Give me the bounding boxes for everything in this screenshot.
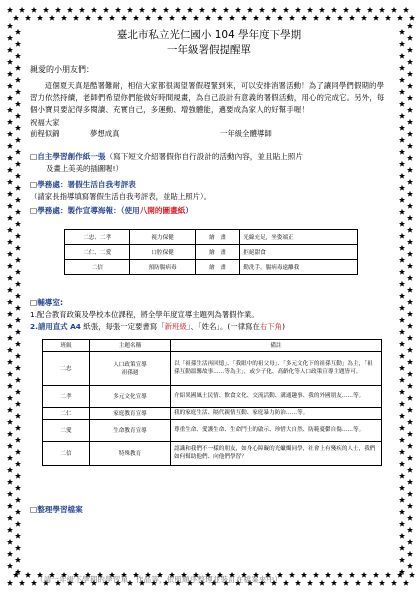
title-line-1: 臺北市私立光仁國小 104 學年度下學期 bbox=[116, 29, 302, 41]
table-row bbox=[43, 351, 382, 385]
closing-phrase-a: 前程似錦 bbox=[30, 128, 60, 138]
counseling-table bbox=[42, 339, 382, 466]
salutation: 親愛的小朋友們： bbox=[30, 65, 94, 74]
table-row bbox=[65, 229, 358, 244]
table-row bbox=[43, 441, 382, 465]
paper-size: 八開的圖畫紙 bbox=[139, 205, 186, 215]
class-cell: 二孝 bbox=[43, 385, 90, 407]
checkbox-icon: □ bbox=[30, 205, 38, 215]
topic-cell: 特殊教育 bbox=[90, 441, 171, 465]
type-cell: 繪 畫 bbox=[195, 229, 239, 244]
topic-cell: 視力保健 bbox=[130, 229, 195, 244]
signature: 一年級全體導師 bbox=[220, 128, 272, 138]
section-title: 輔導室: bbox=[37, 297, 64, 307]
closing-line-2 bbox=[30, 128, 388, 139]
section-desc: （請家長指導填寫署假生活自我考評表，並貼上照片）。 bbox=[30, 191, 212, 201]
type-cell: 繪 畫 bbox=[195, 244, 239, 259]
section-title-end: ） bbox=[185, 205, 193, 215]
checkbox-icon: □ bbox=[30, 297, 38, 307]
topic-cell: 多元文化宣導 bbox=[90, 385, 171, 407]
checkbox-icon: □ bbox=[30, 179, 38, 189]
note-cell: 認識和我們不一樣的朋友，如身心障礙的光蠟燭同學，社會上有殘疾的人士，我們如何幫助他們、向他們學習？ bbox=[171, 441, 382, 465]
table-row bbox=[43, 407, 382, 419]
class-cell: 二愛 bbox=[43, 419, 90, 441]
class-cell: 二信 bbox=[65, 259, 130, 274]
class-cell: 二仁 bbox=[43, 407, 90, 419]
class-cell: 二信 bbox=[43, 441, 90, 465]
closing-line-1: 祝福大家 bbox=[30, 117, 60, 127]
theme-cell: 拒絕甜食 bbox=[240, 244, 358, 259]
section-portfolio bbox=[30, 504, 388, 516]
header-note: 備註 bbox=[171, 339, 382, 351]
section-title: 學務處：署假生活自我考評表 bbox=[37, 179, 136, 189]
bottom-right-label: 右下角 bbox=[259, 321, 283, 331]
note-cell: 以「祖孫生活再回憶」、「我眼中的祖父母」、「多元文化下的祖孫互動」為主，「祖孫互動溫馨故事……等為主」，或少子化、高齡化等人口政策宣導主題皆可。 bbox=[171, 351, 382, 385]
topic-cell: 生命教育宣導 bbox=[90, 419, 171, 441]
section-poster bbox=[30, 205, 388, 217]
table-row bbox=[65, 259, 358, 274]
class-cell: 二仁、二愛 bbox=[65, 244, 130, 259]
section-self-learning bbox=[30, 151, 388, 175]
header-class: 班級 bbox=[43, 339, 90, 351]
topic-cell: 人口政策宣導 祖孫週 bbox=[90, 351, 171, 385]
topic-cell: 口腔保健 bbox=[130, 244, 195, 259]
portfolio-desc-cutoff: （請一年級下學期的學習單、作品等，依照順序整理並裝訂在檔案夾中） bbox=[36, 575, 283, 584]
section-title: 整理學習檔案 bbox=[37, 504, 83, 514]
closing-phrase-b: 夢想成真 bbox=[90, 128, 120, 138]
counseling-item-2: 2.請用直式 A4 紙張，每張一定要書寫「新班級」、「姓名」。(一律寫在右下角) bbox=[30, 321, 285, 331]
theme-cell: 光線充足，坐姿端正 bbox=[240, 229, 358, 244]
theme-cell: 勤洗手，腸病毒遠離我 bbox=[240, 259, 358, 274]
table-row bbox=[43, 419, 382, 441]
header-topic: 主題名稱 bbox=[90, 339, 171, 351]
section-title: 自主學習創作紙一張 bbox=[37, 151, 106, 161]
section-desc: （寫下短文介紹署假你自行設計的活動內容，並且貼上照片 bbox=[105, 151, 303, 161]
topic-cell: 家庭教育宣導 bbox=[90, 407, 171, 419]
note-cell: 尊重生命、愛護生命、生命鬥士的啟示、珍惜大自然、防範憂鬱自傷……等。 bbox=[171, 419, 382, 441]
letter-body: 這個夏天真是酷署難耐，相信大家都很渴望署假趕緊到來，可以安排消署活動！為了讓同學們假期的學習力依然持續，老師們希望你們能做好時間規畫，為自己設計有意義的署假活動，用心的完成它。另外，每個小寶貝要記得多閱讀、充實自己，多運動、增強體能，邁要成為家人的好幫手喔！ bbox=[30, 81, 385, 115]
checkbox-icon: □ bbox=[30, 151, 38, 161]
class-cell: 二忠、二孝 bbox=[65, 229, 130, 244]
document-page bbox=[30, 28, 388, 516]
topic-cell: 預防腸病毒 bbox=[130, 259, 195, 274]
checkbox-icon: □ bbox=[30, 504, 38, 514]
section-counseling bbox=[30, 297, 388, 333]
counseling-item-1: 1.配合教育政策及學校本位課程，將全學年度宣導主題列為署假作業。 bbox=[30, 309, 259, 319]
section-title: 學務處：製作宣導海報：（使用 bbox=[37, 205, 140, 215]
section-desc-cont: 及畫上美美的插圖喔!） bbox=[46, 163, 123, 173]
note-cell: 介紹異國風土民情、飲食文化、交流活動、溝通趣事、我的外國朋友……等。 bbox=[171, 385, 382, 407]
class-cell: 二忠 bbox=[43, 351, 90, 385]
poster-table bbox=[64, 229, 358, 275]
table-row bbox=[65, 244, 358, 259]
table-row bbox=[43, 385, 382, 407]
title-line-2: 一年級署假提醒單 bbox=[167, 44, 251, 56]
new-class-label: 新班級 bbox=[164, 321, 187, 331]
type-cell: 繪 畫 bbox=[195, 259, 239, 274]
note-cell: 我的家庭生活、隔代親情互動、家庭暴力防治……等。 bbox=[171, 407, 382, 419]
section-student-affairs-eval bbox=[30, 179, 388, 203]
